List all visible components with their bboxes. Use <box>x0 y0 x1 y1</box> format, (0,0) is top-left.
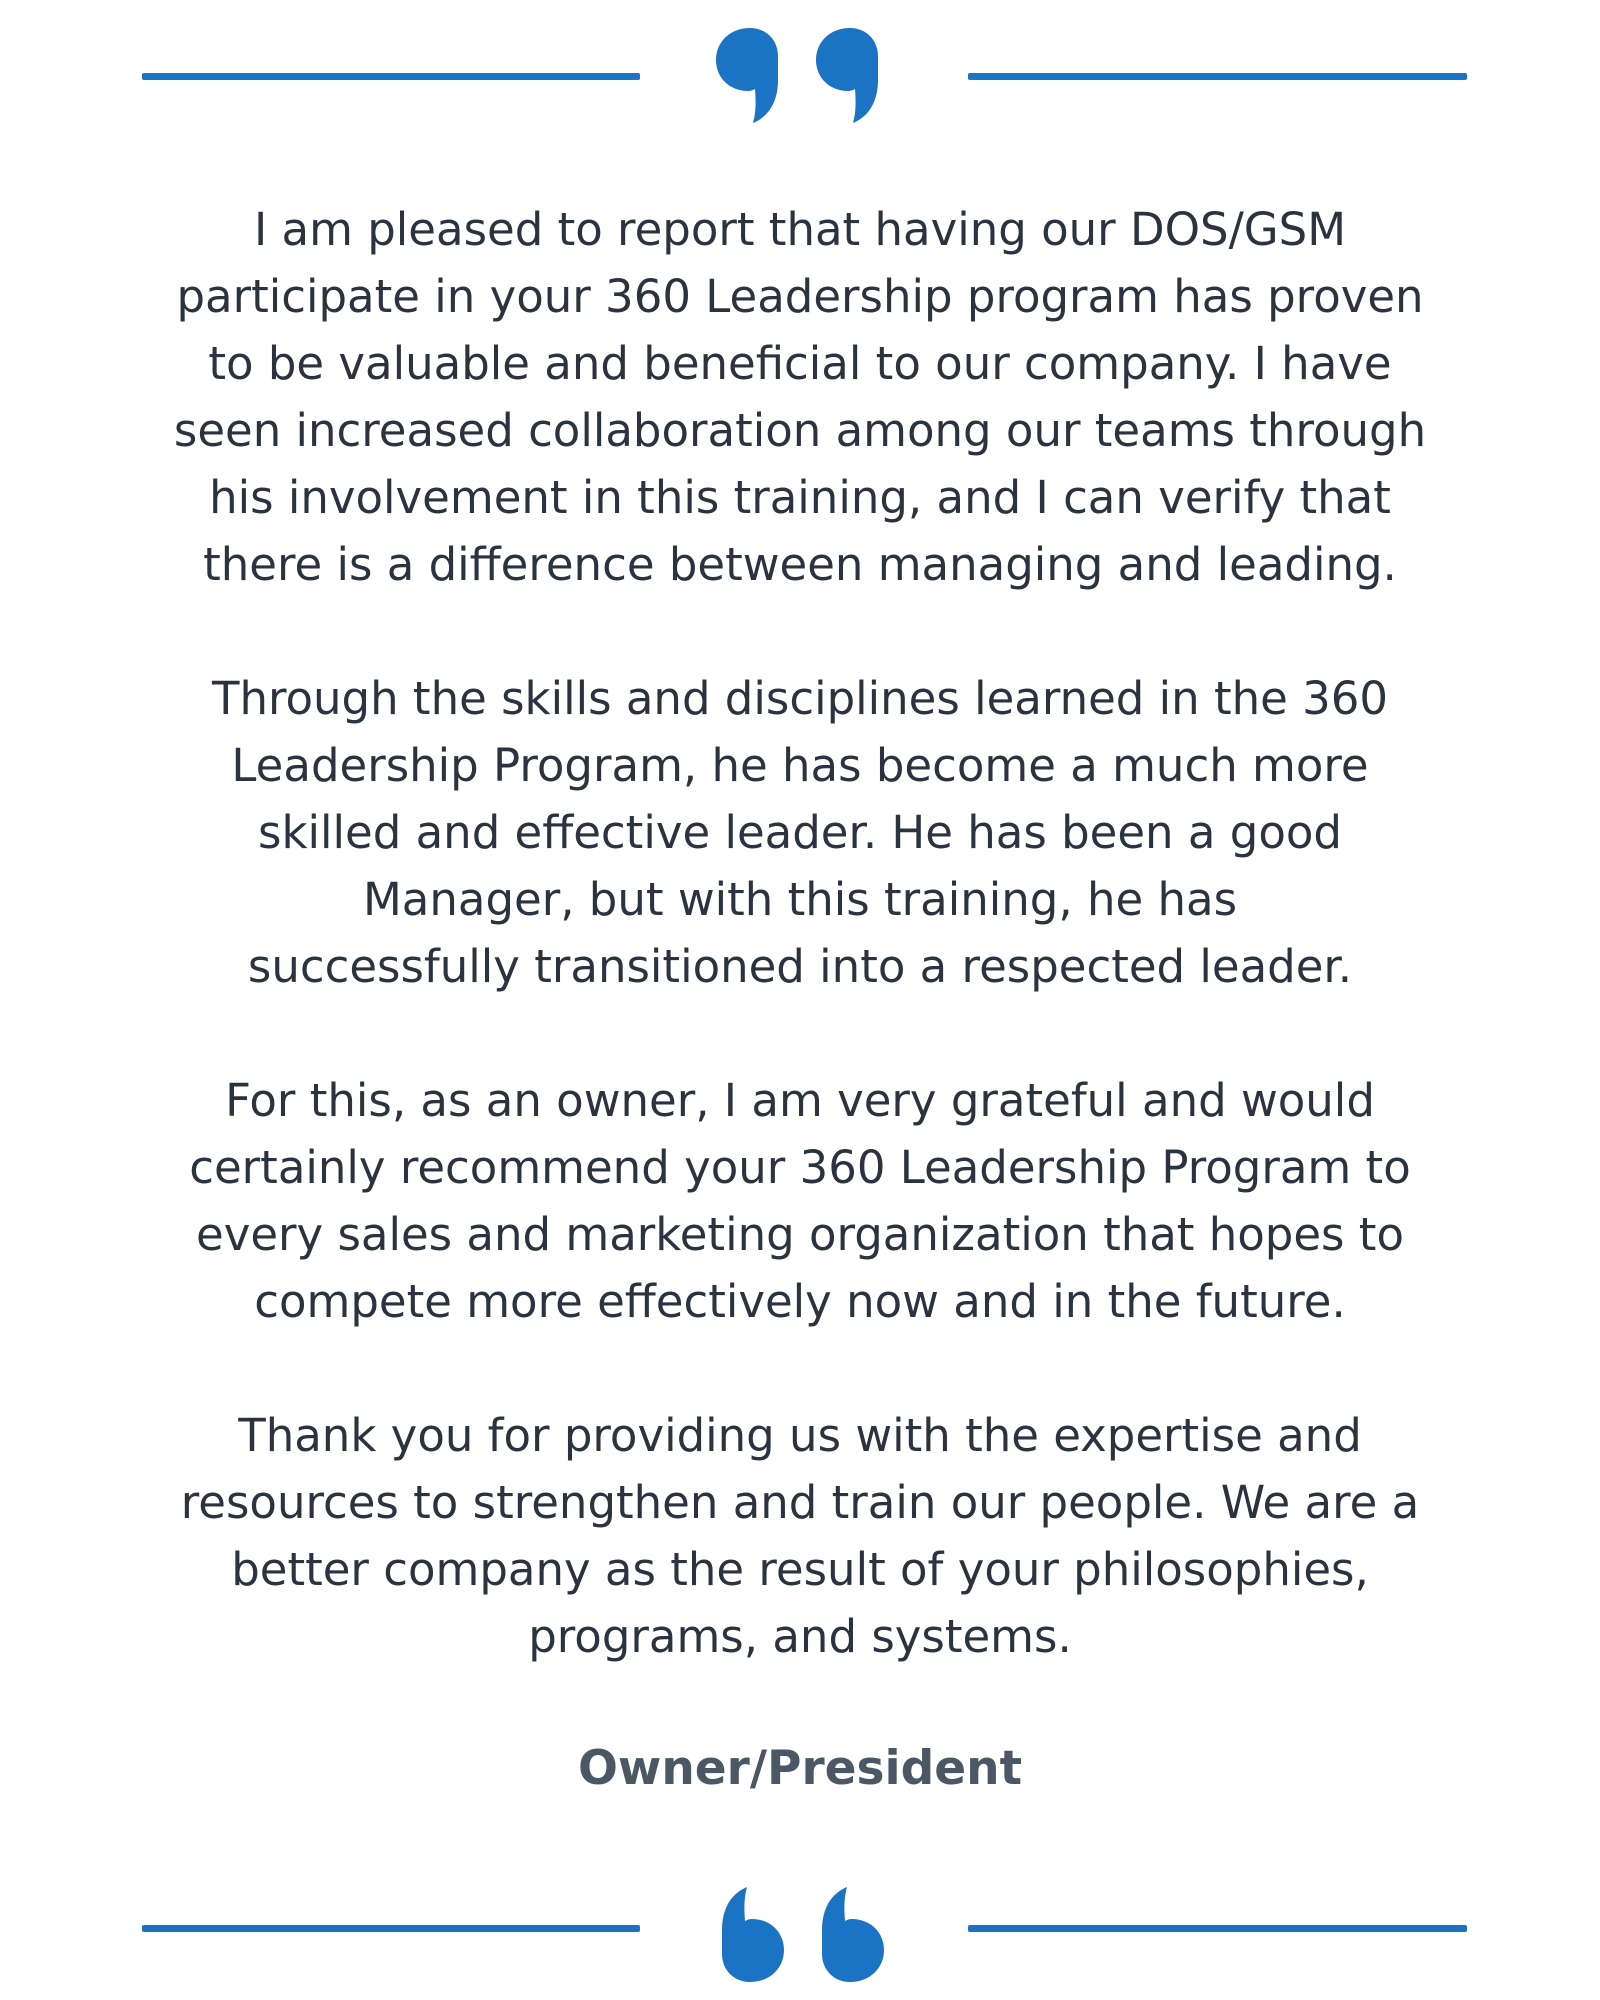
paragraph-line: there is a difference between managing and leading. <box>203 538 1397 591</box>
top-quote-divider <box>0 20 1600 130</box>
paragraph-line: seen increased collaboration among our teams through <box>173 404 1427 457</box>
paragraph-line: Leadership Program, he has become a much more <box>231 739 1369 792</box>
paragraph-line: his involvement in this training, and I can verify that <box>209 471 1391 524</box>
paragraph-line: For this, as an owner, I am very grateful and would <box>225 1074 1375 1127</box>
opening-quote-icon <box>700 1880 900 1990</box>
bottom-quote-divider <box>0 1880 1600 1990</box>
paragraph-line: every sales and marketing organization that hopes to <box>196 1208 1404 1261</box>
testimonial-paragraph <box>60 1067 1540 1335</box>
paragraph-line: successfully transitioned into a respected leader. <box>247 940 1353 993</box>
bottom-right-rule <box>968 1925 1467 1932</box>
paragraph-line: resources to strengthen and train our people. We are a <box>180 1476 1420 1529</box>
testimonial-paragraph <box>60 196 1540 598</box>
paragraph-line: Through the skills and disciplines learned in the 360 <box>211 672 1389 725</box>
paragraph-line: I am pleased to report that having our DOS/GSM <box>253 203 1347 256</box>
bottom-left-rule <box>142 1925 640 1932</box>
paragraph-line: certainly recommend your 360 Leadership Program to <box>189 1141 1411 1194</box>
paragraph-line: skilled and effective leader. He has been a good <box>258 806 1342 859</box>
testimonial-body <box>60 196 1540 1802</box>
top-right-rule <box>968 73 1467 80</box>
testimonial-paragraph <box>60 1402 1540 1670</box>
paragraph-line: better company as the result of your philosophies, <box>231 1543 1369 1596</box>
top-left-rule <box>142 73 640 80</box>
paragraph-line: compete more effectively now and in the future. <box>254 1275 1346 1328</box>
paragraph-line: to be valuable and beneficial to our company. I have <box>208 337 1392 390</box>
signature-title: Owner/President <box>577 1741 1023 1796</box>
paragraph-line: Thank you for providing us with the expertise and <box>238 1409 1362 1462</box>
paragraph-line: Manager, but with this training, he has <box>362 873 1238 926</box>
testimonial-paragraph <box>60 665 1540 1000</box>
paragraph-line: participate in your 360 Leadership program has proven <box>176 270 1424 323</box>
paragraph-line: programs, and systems. <box>528 1610 1072 1663</box>
closing-quote-icon <box>700 20 900 130</box>
